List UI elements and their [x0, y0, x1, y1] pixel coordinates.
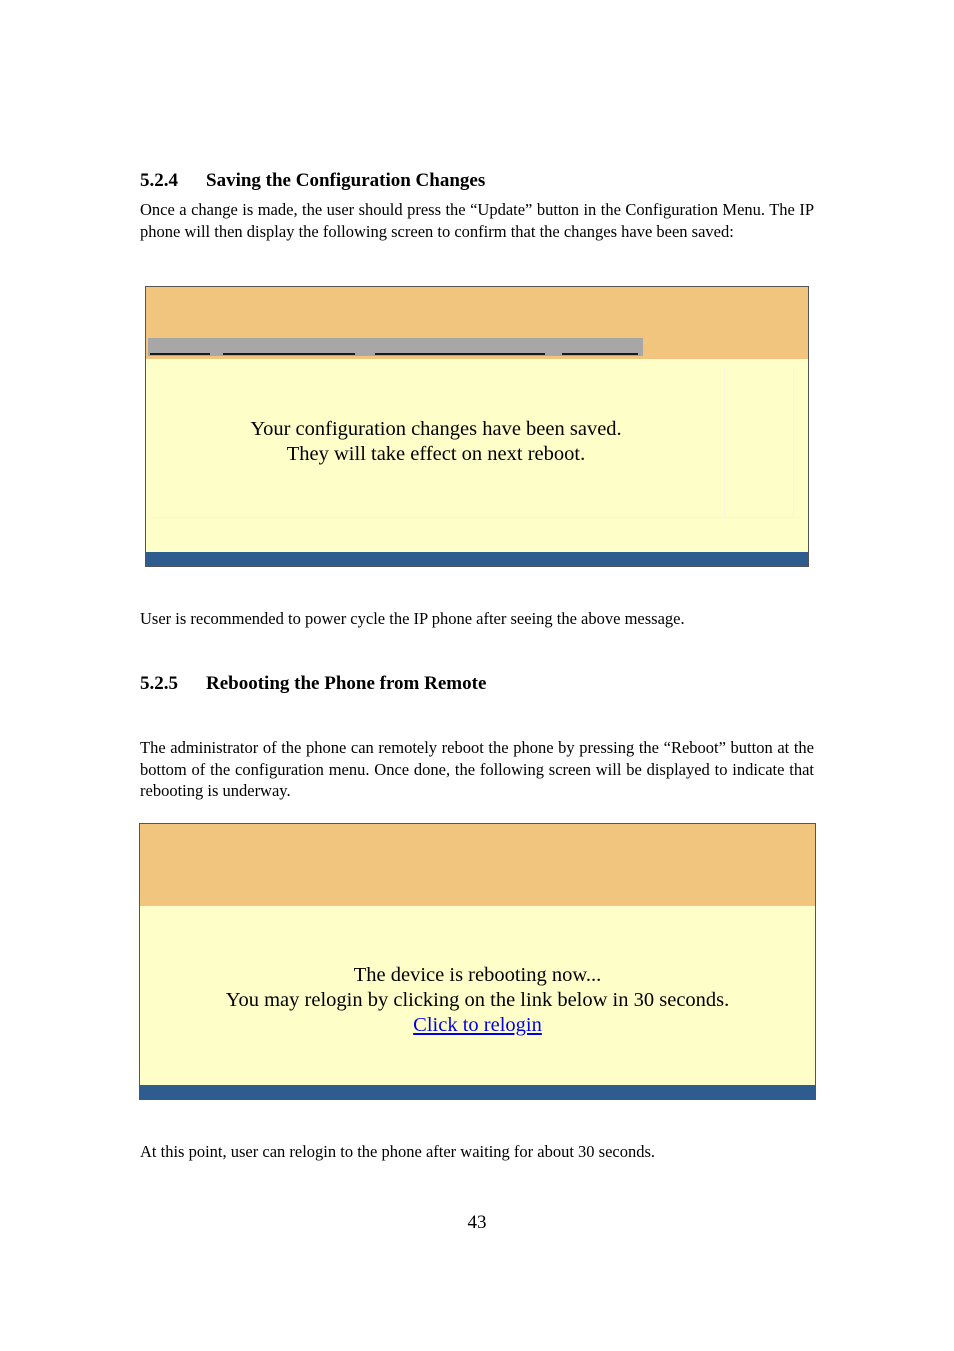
section-title: Rebooting the Phone from Remote	[206, 673, 487, 694]
section-number: 5.2.5	[140, 673, 178, 694]
saved-message	[186, 417, 686, 467]
nav-link-underline	[375, 353, 545, 355]
divider	[793, 367, 794, 517]
saved-message-line1: Your configuration changes have been saved.	[250, 418, 622, 440]
relogin-link[interactable]: Click to relogin	[413, 1014, 542, 1036]
section-heading-5-2-4	[140, 170, 485, 192]
nav-link-underline	[223, 353, 355, 355]
header-band	[140, 824, 815, 906]
nav-link-underline	[150, 353, 210, 355]
reboot-message-line2: You may relogin by clicking on the link below in 30 seconds.	[225, 989, 730, 1011]
reboot-message	[140, 963, 815, 1038]
section-heading-5-2-5	[140, 673, 486, 695]
paragraph-rebooting: The administrator of the phone can remotely reboot the phone by pressing the “Reboot” button at the bottom of the configuration menu. Once done, the following screen will be displayed to indicate that rebooting is underway.	[140, 738, 814, 800]
nav-bar	[148, 338, 643, 356]
paragraph-saving: Once a change is made, the user should press the “Update” button in the Configuration Menu. The IP phone will then display the following screen to confirm that the changes have been saved:	[140, 200, 814, 241]
saved-message-line2: They will take effect on next reboot.	[286, 443, 586, 465]
screenshot-rebooting	[139, 823, 816, 1100]
page-number: 43	[467, 1212, 487, 1233]
divider	[724, 367, 725, 517]
section-number: 5.2.4	[140, 170, 178, 191]
nav-link-underline	[562, 353, 638, 355]
footer-bar	[140, 1085, 815, 1099]
paragraph-power-cycle: User is recommended to power cycle the IP phone after seeing the above message.	[140, 609, 685, 628]
reboot-message-line1: The device is rebooting now...	[353, 964, 602, 986]
section-title: Saving the Configuration Changes	[206, 170, 486, 191]
paragraph-relogin: At this point, user can relogin to the phone after waiting for about 30 seconds.	[140, 1142, 656, 1161]
footer-bar	[146, 552, 808, 566]
divider	[150, 517, 800, 518]
screenshot-config-saved	[145, 286, 809, 567]
